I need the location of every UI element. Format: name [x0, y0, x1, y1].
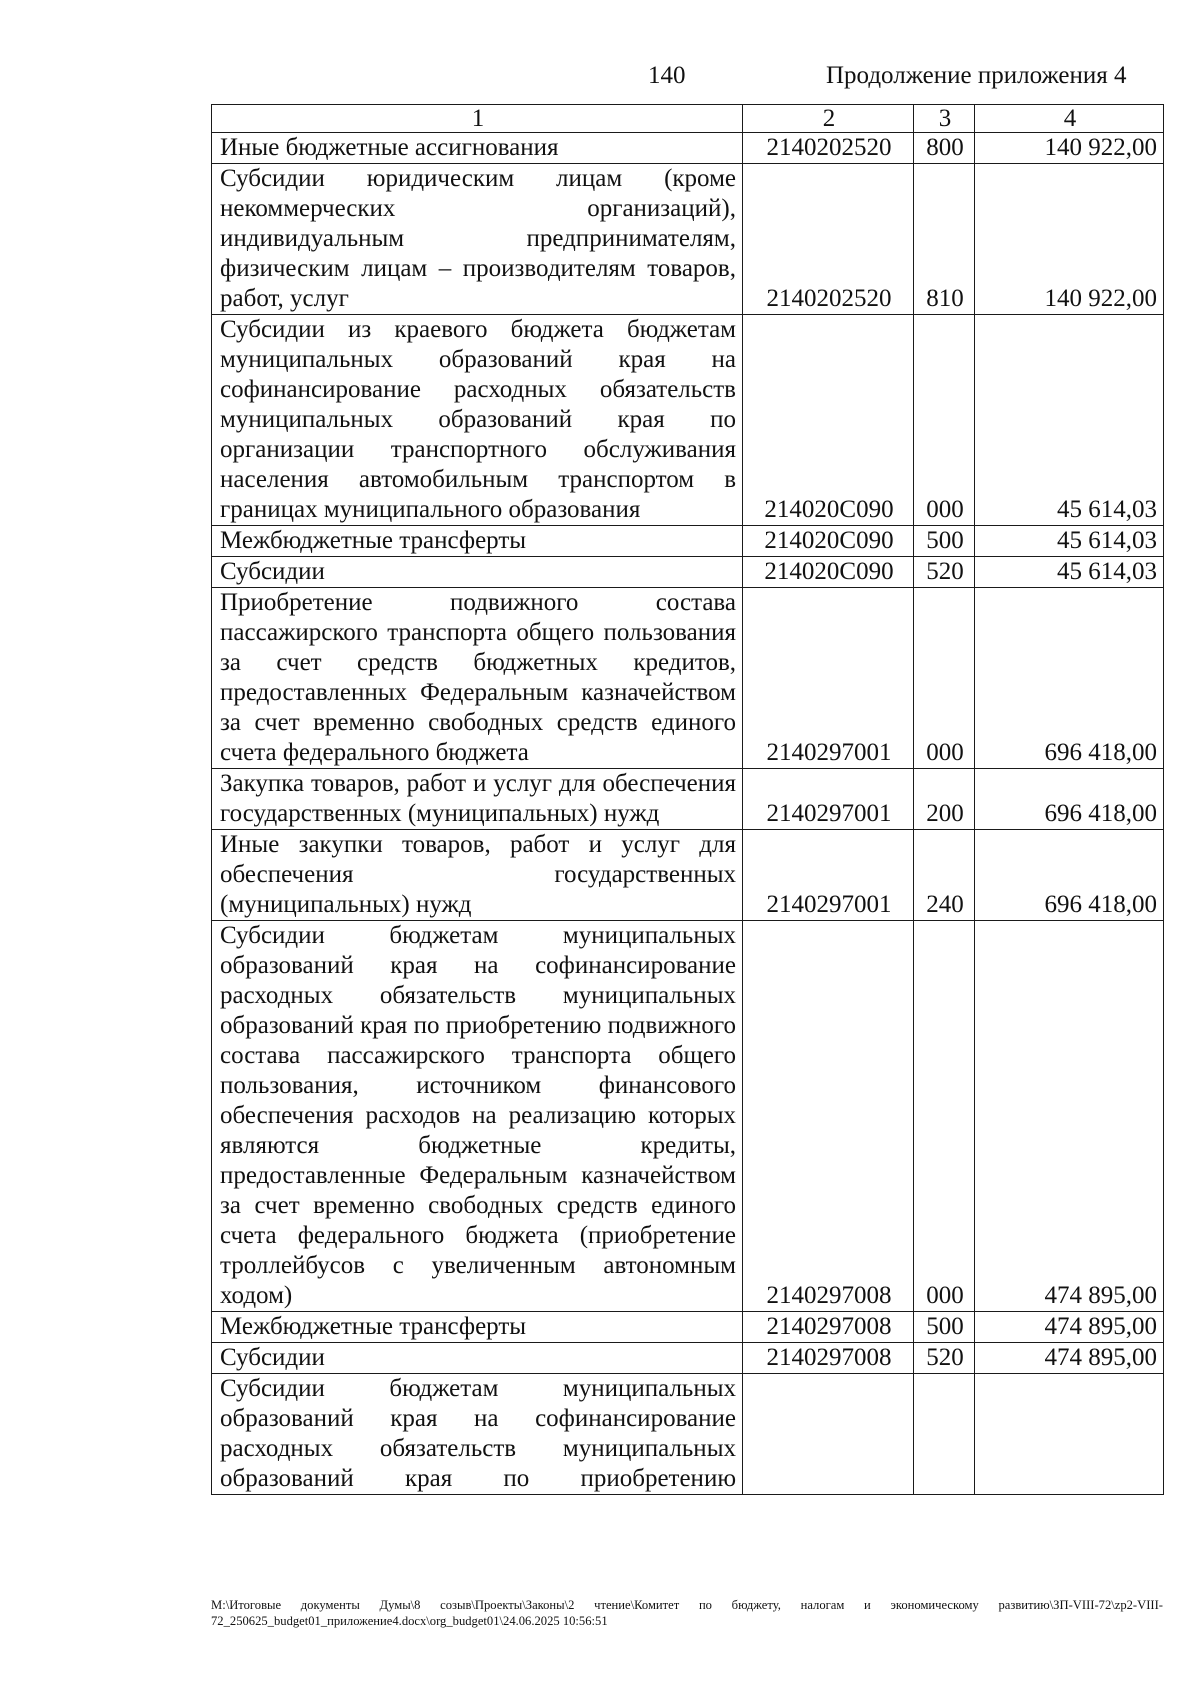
- row-name: Закупка товаров, работ и услуг для обеспечения государственных (муниципальных) нужд: [212, 769, 743, 830]
- table-row: [212, 526, 1164, 557]
- row-sum: 696 418,00: [975, 769, 1164, 830]
- row-code: 2140202520: [743, 133, 914, 164]
- row-type: 520: [914, 1343, 975, 1374]
- file-path-footer: M:\Итоговые документы Думы\8 созыв\Проекты\Законы\2 чтение\Комитет по бюджету, налогам и экономическому развитию\ЗП-VIII-72\zp2-VIII-72_250625_budget01_приложение4.docx\org_budget01\24.06.2025 10:56:51: [211, 1598, 1163, 1628]
- row-sum: 45 614,03: [975, 315, 1164, 526]
- row-name: Иные закупки товаров, работ и услуг для обеспечения государственных (муниципальных) нужд: [212, 830, 743, 921]
- table-row: [212, 557, 1164, 588]
- row-type: 810: [914, 164, 975, 315]
- table-row: [212, 315, 1164, 526]
- row-sum: 474 895,00: [975, 1312, 1164, 1343]
- row-sum: 140 922,00: [975, 133, 1164, 164]
- row-name: Субсидии: [212, 1343, 743, 1374]
- row-name: Субсидии бюджетам муниципальных образований края на софинансирование расходных обязательств муниципальных образований края по приобретению подвижного состава пассажирского транспорта общего пользования, источником финансового обеспечения расходов на реализацию которых являются бюджетные кредиты, предоставленные Федеральным казначейством за счет временно свободных средств единого счета федерального бюджета (приобретение троллейбусов с увеличенным автономным ходом): [212, 921, 743, 1312]
- row-type: 500: [914, 1312, 975, 1343]
- row-name: Межбюджетные трансферты: [212, 526, 743, 557]
- row-type: 000: [914, 588, 975, 769]
- table-row: [212, 133, 1164, 164]
- row-sum: 45 614,03: [975, 557, 1164, 588]
- row-type: 800: [914, 133, 975, 164]
- row-sum: 45 614,03: [975, 526, 1164, 557]
- row-type: 000: [914, 921, 975, 1312]
- row-code: 2140202520: [743, 164, 914, 315]
- row-sum: 474 895,00: [975, 921, 1164, 1312]
- column-header: 1: [212, 105, 743, 133]
- column-header: 3: [914, 105, 975, 133]
- row-name: Иные бюджетные ассигнования: [212, 133, 743, 164]
- row-sum: 696 418,00: [975, 830, 1164, 921]
- row-code: 2140297008: [743, 1343, 914, 1374]
- row-code: 2140297008: [743, 921, 914, 1312]
- row-code: 2140297008: [743, 1312, 914, 1343]
- row-name: Субсидии юридическим лицам (кроме некоммерческих организаций), индивидуальным предпринимателям, физическим лицам – производителям товаров, работ, услуг: [212, 164, 743, 315]
- row-code: 2140297001: [743, 830, 914, 921]
- row-sum: 140 922,00: [975, 164, 1164, 315]
- row-sum: 474 895,00: [975, 1343, 1164, 1374]
- budget-table: [211, 104, 1164, 1495]
- table-header-row: [212, 105, 1164, 133]
- table-row: [212, 1312, 1164, 1343]
- table-row: [212, 1374, 1164, 1495]
- row-type: 520: [914, 557, 975, 588]
- row-sum: 696 418,00: [975, 588, 1164, 769]
- row-name: Межбюджетные трансферты: [212, 1312, 743, 1343]
- row-type: 240: [914, 830, 975, 921]
- page-number: 140: [648, 62, 686, 89]
- row-name: Субсидии: [212, 557, 743, 588]
- row-name: Субсидии из краевого бюджета бюджетам муниципальных образований края на софинансирование расходных обязательств муниципальных образований края по организации транспортного обслуживания населения автомобильным транспортом в границах муниципального образования: [212, 315, 743, 526]
- continuation-title: Продолжение приложения 4: [826, 62, 1127, 89]
- table-row: [212, 588, 1164, 769]
- table-row: [212, 164, 1164, 315]
- row-code: 214020С090: [743, 557, 914, 588]
- column-header: 4: [975, 105, 1164, 133]
- row-code: 214020С090: [743, 526, 914, 557]
- table-row: [212, 769, 1164, 830]
- column-header: 2: [743, 105, 914, 133]
- row-type: 500: [914, 526, 975, 557]
- row-code: 214020С090: [743, 315, 914, 526]
- row-sum: [975, 1374, 1164, 1495]
- row-type: 200: [914, 769, 975, 830]
- row-code: [743, 1374, 914, 1495]
- row-type: 000: [914, 315, 975, 526]
- table-row: [212, 921, 1164, 1312]
- row-code: 2140297001: [743, 588, 914, 769]
- row-type: [914, 1374, 975, 1495]
- table-row: [212, 830, 1164, 921]
- row-name: Приобретение подвижного состава пассажирского транспорта общего пользования за счет средств бюджетных кредитов, предоставленных Федеральным казначейством за счет временно свободных средств единого счета федерального бюджета: [212, 588, 743, 769]
- table-row: [212, 1343, 1164, 1374]
- row-name: Субсидии бюджетам муниципальных образований края на софинансирование расходных обязательств муниципальных образований края по приобретению: [212, 1374, 743, 1495]
- row-code: 2140297001: [743, 769, 914, 830]
